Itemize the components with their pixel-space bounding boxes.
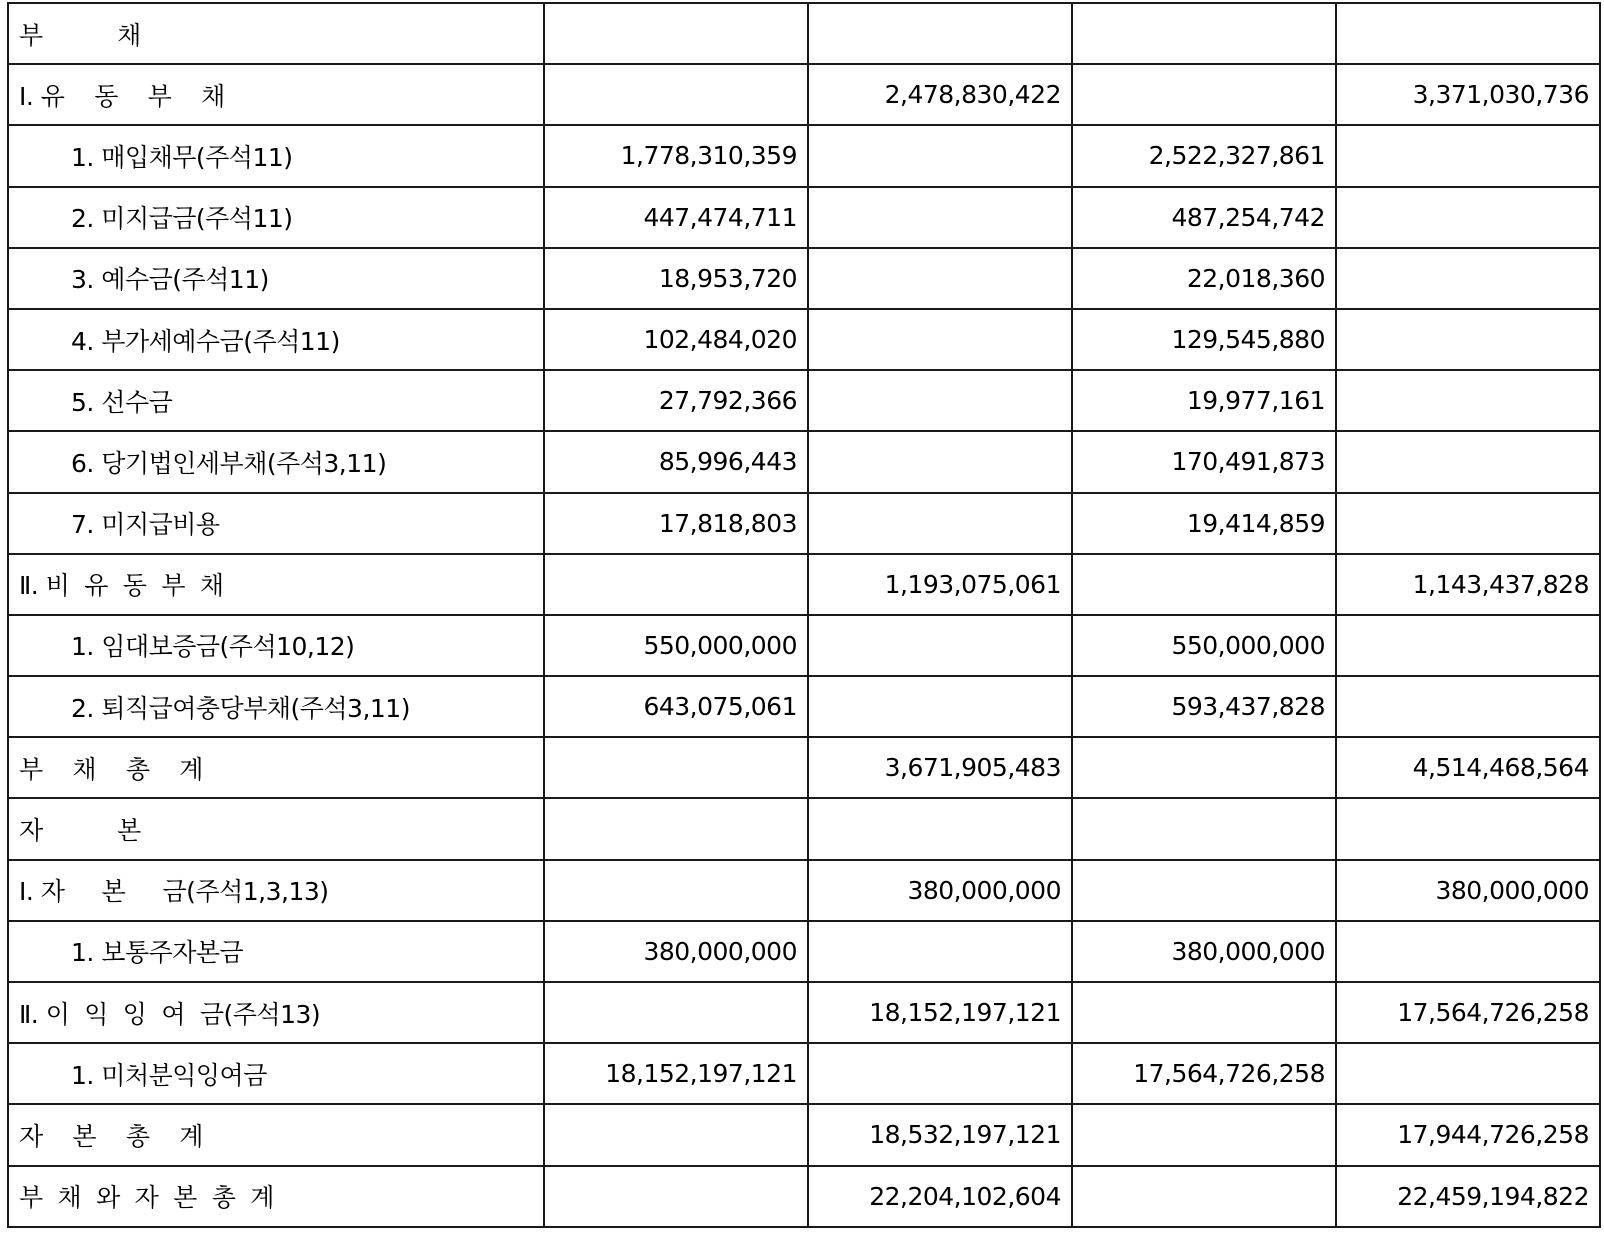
row-label: 1. 보통주자본금 xyxy=(8,921,544,982)
cell-current-total xyxy=(808,798,1072,859)
section-row-equity xyxy=(8,798,1600,859)
cell-current-detail: 102,484,020 xyxy=(544,309,808,370)
cell-prior-detail: 19,977,161 xyxy=(1072,370,1336,431)
cell-current-total xyxy=(808,615,1072,676)
cell-prior-detail xyxy=(1072,64,1336,125)
cell-prior-total xyxy=(1336,493,1600,554)
item-row-withholdings xyxy=(8,248,1600,309)
cell-prior-detail xyxy=(1072,3,1336,64)
cell-current-detail: 85,996,443 xyxy=(544,431,808,492)
cell-current-total: 1,193,075,061 xyxy=(808,554,1072,615)
row-label: 부 채 xyxy=(8,3,544,64)
cell-current-detail xyxy=(544,3,808,64)
row-label: 5. 선수금 xyxy=(8,370,544,431)
cell-prior-total xyxy=(1336,187,1600,248)
cell-prior-detail xyxy=(1072,737,1336,798)
cell-prior-total xyxy=(1336,676,1600,737)
cell-current-detail xyxy=(544,860,808,921)
cell-current-detail xyxy=(544,64,808,125)
cell-prior-total: 22,459,194,822 xyxy=(1336,1166,1600,1227)
cell-current-detail: 18,152,197,121 xyxy=(544,1043,808,1104)
cell-current-detail: 17,818,803 xyxy=(544,493,808,554)
cell-current-total xyxy=(808,248,1072,309)
balance-sheet-table xyxy=(7,2,1601,1228)
row-label: Ⅱ. 비 유 동 부 채 xyxy=(8,554,544,615)
item-row-severance-provision xyxy=(8,676,1600,737)
row-label: Ⅰ. 자 본 금(주석1,3,13) xyxy=(8,860,544,921)
cell-prior-total: 17,564,726,258 xyxy=(1336,982,1600,1043)
cell-prior-detail: 380,000,000 xyxy=(1072,921,1336,982)
cell-prior-detail: 22,018,360 xyxy=(1072,248,1336,309)
cell-prior-total xyxy=(1336,125,1600,186)
cell-current-total: 22,204,102,604 xyxy=(808,1166,1072,1227)
row-label: 1. 미처분익잉여금 xyxy=(8,1043,544,1104)
row-label: 자 본 총 계 xyxy=(8,1104,544,1165)
item-row-common-stock xyxy=(8,921,1600,982)
cell-current-detail: 1,778,310,359 xyxy=(544,125,808,186)
cell-current-total xyxy=(808,1043,1072,1104)
cell-prior-detail: 17,564,726,258 xyxy=(1072,1043,1336,1104)
item-row-accrued-expenses xyxy=(8,493,1600,554)
cell-prior-detail xyxy=(1072,1166,1336,1227)
cell-prior-detail: 170,491,873 xyxy=(1072,431,1336,492)
cell-current-detail xyxy=(544,737,808,798)
cell-prior-total: 380,000,000 xyxy=(1336,860,1600,921)
row-label: 자 본 xyxy=(8,798,544,859)
cell-prior-detail: 129,545,880 xyxy=(1072,309,1336,370)
item-row-leasehold-deposits xyxy=(8,615,1600,676)
row-label: Ⅱ. 이 익 잉 여 금(주석13) xyxy=(8,982,544,1043)
total-row-equity xyxy=(8,1104,1600,1165)
cell-current-total xyxy=(808,921,1072,982)
row-label: 1. 임대보증금(주석10,12) xyxy=(8,615,544,676)
cell-current-detail: 447,474,711 xyxy=(544,187,808,248)
cell-current-total xyxy=(808,309,1072,370)
section-row-liabilities xyxy=(8,3,1600,64)
row-label: 6. 당기법인세부채(주석3,11) xyxy=(8,431,544,492)
cell-current-detail xyxy=(544,798,808,859)
item-row-unappropriated-retained-earnings xyxy=(8,1043,1600,1104)
cell-prior-total xyxy=(1336,248,1600,309)
cell-current-total: 2,478,830,422 xyxy=(808,64,1072,125)
row-label: 2. 퇴직급여충당부채(주석3,11) xyxy=(8,676,544,737)
row-label: 부 채 와 자 본 총 계 xyxy=(8,1166,544,1227)
cell-prior-total xyxy=(1336,370,1600,431)
cell-prior-total xyxy=(1336,309,1600,370)
item-row-vat-withheld xyxy=(8,309,1600,370)
cell-current-detail xyxy=(544,1104,808,1165)
row-label: 3. 예수금(주석11) xyxy=(8,248,544,309)
cell-prior-total: 1,143,437,828 xyxy=(1336,554,1600,615)
cell-prior-detail xyxy=(1072,982,1336,1043)
item-row-trade-payables xyxy=(8,125,1600,186)
cell-prior-total xyxy=(1336,615,1600,676)
cell-current-total xyxy=(808,493,1072,554)
subtotal-row-capital-stock xyxy=(8,860,1600,921)
row-label: 7. 미지급비용 xyxy=(8,493,544,554)
cell-prior-detail: 550,000,000 xyxy=(1072,615,1336,676)
cell-current-detail: 27,792,366 xyxy=(544,370,808,431)
cell-prior-detail xyxy=(1072,554,1336,615)
row-label: 2. 미지급금(주석11) xyxy=(8,187,544,248)
cell-prior-total: 4,514,468,564 xyxy=(1336,737,1600,798)
cell-prior-total xyxy=(1336,1043,1600,1104)
cell-current-detail: 550,000,000 xyxy=(544,615,808,676)
cell-prior-detail: 487,254,742 xyxy=(1072,187,1336,248)
item-row-advances-received xyxy=(8,370,1600,431)
cell-current-total: 18,532,197,121 xyxy=(808,1104,1072,1165)
row-label: 4. 부가세예수금(주석11) xyxy=(8,309,544,370)
cell-current-total xyxy=(808,431,1072,492)
cell-prior-total: 17,944,726,258 xyxy=(1336,1104,1600,1165)
cell-current-total xyxy=(808,125,1072,186)
row-label: 부 채 총 계 xyxy=(8,737,544,798)
cell-prior-detail xyxy=(1072,860,1336,921)
cell-current-detail xyxy=(544,982,808,1043)
cell-current-detail xyxy=(544,554,808,615)
cell-current-detail: 643,075,061 xyxy=(544,676,808,737)
item-row-other-payables xyxy=(8,187,1600,248)
cell-prior-detail: 593,437,828 xyxy=(1072,676,1336,737)
cell-current-total xyxy=(808,676,1072,737)
cell-current-total xyxy=(808,187,1072,248)
cell-prior-detail xyxy=(1072,798,1336,859)
cell-current-detail: 380,000,000 xyxy=(544,921,808,982)
cell-current-total: 18,152,197,121 xyxy=(808,982,1072,1043)
subtotal-row-non-current-liabilities xyxy=(8,554,1600,615)
cell-current-total: 380,000,000 xyxy=(808,860,1072,921)
item-row-income-tax-payable xyxy=(8,431,1600,492)
row-label: 1. 매입채무(주석11) xyxy=(8,125,544,186)
cell-prior-detail xyxy=(1072,1104,1336,1165)
cell-current-detail xyxy=(544,1166,808,1227)
row-label: Ⅰ. 유 동 부 채 xyxy=(8,64,544,125)
cell-prior-total xyxy=(1336,798,1600,859)
cell-current-total: 3,671,905,483 xyxy=(808,737,1072,798)
total-row-liabilities-and-equity xyxy=(8,1166,1600,1227)
total-row-liabilities xyxy=(8,737,1600,798)
cell-prior-total xyxy=(1336,431,1600,492)
cell-prior-detail: 19,414,859 xyxy=(1072,493,1336,554)
subtotal-row-current-liabilities xyxy=(8,64,1600,125)
cell-current-total xyxy=(808,3,1072,64)
cell-prior-total: 3,371,030,736 xyxy=(1336,64,1600,125)
cell-prior-total xyxy=(1336,921,1600,982)
cell-prior-total xyxy=(1336,3,1600,64)
cell-current-total xyxy=(808,370,1072,431)
cell-prior-detail: 2,522,327,861 xyxy=(1072,125,1336,186)
subtotal-row-retained-earnings xyxy=(8,982,1600,1043)
cell-current-detail: 18,953,720 xyxy=(544,248,808,309)
